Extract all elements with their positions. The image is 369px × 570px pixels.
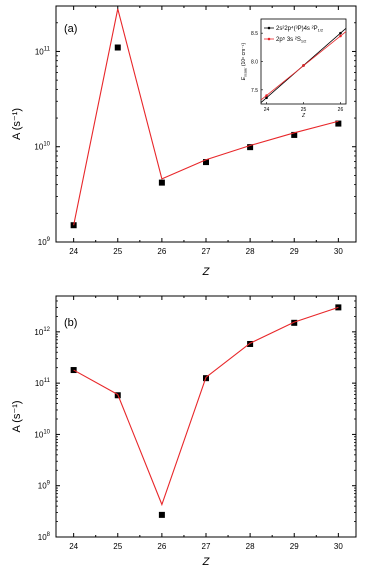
y-tick-label [35,46,51,56]
y-tick-exponent: 12 [43,326,50,333]
y-tick-label [38,237,51,247]
inset-x-axis-title: Z [301,113,306,119]
data-point-square [159,180,165,186]
inset-legend-marker [268,38,271,41]
y-tick-base: 10 [34,379,44,389]
y-tick-exponent: 11 [43,46,50,53]
y-tick-exponent: 10 [43,141,50,148]
y-tick-label [34,429,50,439]
y-tick-base: 10 [34,430,44,440]
inset-y-tick-label: 8.5 [251,31,258,38]
x-tick-label: 29 [289,247,299,256]
y-axis-title: A (s⁻¹) [11,107,23,141]
x-axis-title: Z [202,266,210,278]
inset-legend-marker [268,27,271,30]
x-tick-label: 30 [333,247,343,256]
y-tick-exponent: 8 [46,532,50,538]
y-tick-base: 10 [34,142,44,152]
inset-data-point [339,32,342,35]
y-axis-title: A (s⁻¹) [11,400,23,433]
x-tick-label: 28 [245,247,255,256]
inset-legend-label [276,25,324,33]
inset-y-axis-title-part: (10⁶ cm⁻¹) [241,42,247,68]
chart-panel-b [11,296,356,568]
inset-data-point [302,64,305,67]
y-tick-exponent: 9 [46,480,50,487]
y-tick-base: 10 [34,47,44,57]
x-tick-label: 24 [69,247,79,256]
y-tick-label [34,327,50,337]
x-tick-label: 27 [201,247,211,256]
data-point-square [115,45,121,51]
y-tick-base: 10 [37,238,47,247]
inset-data-point [265,96,268,99]
y-tick-exponent: 9 [46,237,50,243]
x-tick-label: 26 [157,542,167,551]
panel-label: (b) [64,317,78,329]
x-axis-title: Z [202,556,210,568]
y-tick-label [34,142,50,152]
inset-legend-subscript: 1/2 [317,27,324,33]
x-tick-label: 24 [69,542,79,551]
panel-label: (a) [64,23,78,35]
y-tick-exponent: 10 [43,429,50,436]
inset-legend-subscript: 1/2 [300,38,307,44]
inset-y-axis-title-part: E [241,76,247,81]
plot-frame [56,296,356,537]
inset-y-axis-title [241,42,248,80]
inset-data-point [339,35,342,38]
y-tick-base: 10 [37,533,47,542]
inset-x-tick-label: 24 [263,107,270,113]
inset-legend-text: 2p⁵ 3s ²S [276,37,301,43]
chart-panel-a [11,6,356,278]
x-tick-label: 27 [201,542,211,551]
x-tick-label: 28 [245,542,255,551]
y-tick-label [35,378,51,388]
inset-x-tick-label: 26 [337,107,344,113]
x-tick-label: 25 [113,247,123,256]
y-tick-base: 10 [37,481,47,491]
data-point-square [159,512,165,518]
x-tick-label: 26 [157,247,167,256]
inset-y-tick-label: 7.5 [251,87,258,94]
y-tick-base: 10 [34,327,44,337]
inset-data-point [265,94,268,97]
inset-y-tick-label: 8.0 [251,59,258,66]
x-tick-label: 29 [289,542,299,551]
x-tick-label: 25 [113,542,123,551]
inset-y-axis-title-part: scalar [243,67,248,77]
inset-legend-text: 2s²2p⁴(³P)4s ²P [276,26,318,32]
series-line-calculated [74,307,339,504]
y-tick-label [38,481,51,491]
x-tick-label: 30 [333,542,343,551]
y-tick-exponent: 11 [43,378,50,385]
inset-chart [241,19,346,119]
inset-x-tick-label: 25 [300,107,307,113]
y-tick-label [38,532,51,542]
